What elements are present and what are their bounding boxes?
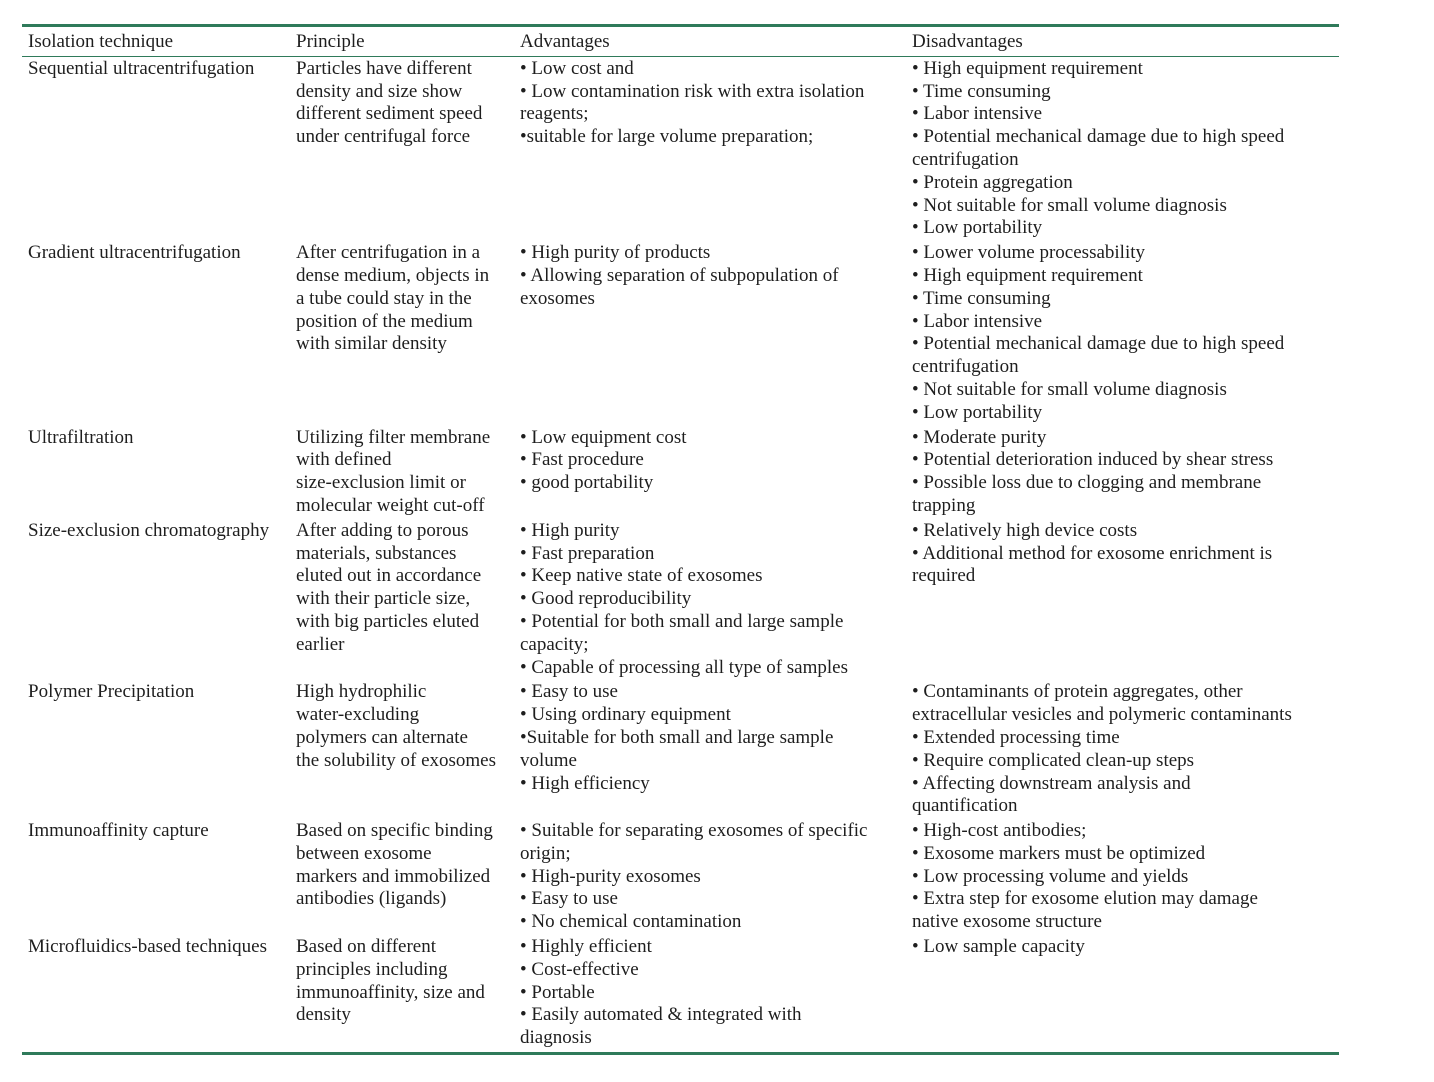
principle-line: Particles have different (296, 57, 472, 79)
advantages-line: • Keep native state of exosomes (520, 565, 763, 587)
principle-line: antibodies (ligands) (296, 888, 447, 910)
advantages-cell (514, 57, 906, 242)
principle-line: density (296, 1004, 351, 1026)
table-row (22, 820, 1339, 936)
principle-line: markers and immobilized (296, 865, 491, 887)
advantages-line: diagnosis (520, 1027, 592, 1049)
disadvantages-line: • Low portability (912, 217, 1043, 239)
disadvantages-line: • Contaminants of protein aggregates, other (912, 681, 1243, 703)
principle-line: under centrifugal force (296, 126, 471, 148)
comparison-table-container (22, 24, 1339, 1055)
disadvantages-cell (906, 427, 1339, 520)
principle-line: Based on different (296, 936, 436, 958)
disadvantages-line: • Relatively high device costs (912, 519, 1138, 541)
technique-name: Gradient ultracentrifugation (28, 242, 241, 264)
disadvantages-line: • Labor intensive (912, 310, 1043, 332)
disadvantages-line: • Extra step for exosome elution may damage (912, 888, 1258, 910)
advantages-line: • High-purity exosomes (520, 865, 701, 887)
principle-line: water-excluding (296, 704, 420, 726)
principle-line: the solubility of exosomes (296, 749, 497, 771)
header-disadvantages: Disadvantages (912, 31, 1023, 52)
disadvantages-line: native exosome structure (912, 911, 1102, 933)
disadvantages-line: extracellular vesicles and polymeric contaminants (912, 704, 1292, 726)
principle-line: dense medium, objects in (296, 264, 490, 286)
technique-name: Ultrafiltration (28, 426, 134, 448)
principle-line: different sediment speed (296, 103, 483, 125)
table-row (22, 427, 1339, 520)
technique-cell (22, 820, 290, 936)
advantages-line: • Capable of processing all type of samples (520, 656, 848, 678)
principle-line: size-exclusion limit or (296, 472, 466, 494)
principle-cell (290, 820, 514, 936)
disadvantages-line: centrifugation (912, 356, 1019, 378)
principle-cell (290, 936, 514, 1052)
disadvantages-line: • Low sample capacity (912, 936, 1085, 958)
disadvantages-line: • Time consuming (912, 80, 1051, 102)
disadvantages-line: • Potential deterioration induced by shear stress (912, 449, 1274, 471)
technique-name: Immunoaffinity capture (28, 820, 209, 842)
advantages-line: reagents; (520, 103, 589, 125)
disadvantages-line: • Protein aggregation (912, 171, 1073, 193)
advantages-line: • Highly efficient (520, 936, 652, 958)
principle-line: High hydrophilic (296, 681, 427, 703)
technique-name: Size-exclusion chromatography (28, 519, 270, 541)
disadvantages-line: quantification (912, 795, 1018, 817)
advantages-cell (514, 936, 906, 1052)
advantages-line: • Low cost and (520, 57, 634, 79)
disadvantages-line: • Low portability (912, 401, 1043, 423)
header-principle: Principle (296, 31, 365, 52)
technique-name: Microfluidics-based techniques (28, 936, 268, 958)
advantages-line: • High purity of products (520, 242, 711, 264)
disadvantages-line: • Potential mechanical damage due to high speed (912, 333, 1285, 355)
disadvantages-line: • Additional method for exosome enrichment is (912, 542, 1273, 564)
principle-line: immunoaffinity, size and (296, 981, 485, 1003)
advantages-line: origin; (520, 842, 571, 864)
advantages-line: • Good reproducibility (520, 588, 692, 610)
advantages-line: • High efficiency (520, 772, 650, 794)
table-header (22, 27, 1339, 56)
principle-cell (290, 520, 514, 682)
technique-cell (22, 936, 290, 1052)
advantages-line: • Easy to use (520, 681, 618, 703)
header-isolation-technique: Isolation technique (28, 31, 174, 52)
principle-line: position of the medium (296, 310, 473, 332)
advantages-cell (514, 520, 906, 682)
disadvantages-line: centrifugation (912, 148, 1019, 170)
technique-cell (22, 520, 290, 682)
table-row (22, 57, 1339, 242)
technique-name: Polymer Precipitation (28, 681, 195, 703)
principle-line: Based on specific binding (296, 820, 493, 842)
advantages-line: • Potential for both small and large sample (520, 610, 844, 632)
disadvantages-cell (906, 520, 1339, 682)
table-body (22, 57, 1339, 1052)
advantages-line: capacity; (520, 633, 589, 655)
isolation-techniques-table (22, 27, 1339, 56)
advantages-line: • Cost-effective (520, 958, 639, 980)
table-row (22, 520, 1339, 682)
advantages-line: volume (520, 749, 577, 771)
principle-line: eluted out in accordance (296, 565, 482, 587)
principle-cell (290, 427, 514, 520)
advantages-cell (514, 681, 906, 820)
principle-line: principles including (296, 958, 448, 980)
principle-line: with similar density (296, 333, 447, 355)
disadvantages-line: • Potential mechanical damage due to high speed (912, 126, 1285, 148)
advantages-cell (514, 242, 906, 426)
principle-line: a tube could stay in the (296, 287, 472, 309)
disadvantages-line: • Possible loss due to clogging and membrane (912, 472, 1262, 494)
technique-cell (22, 427, 290, 520)
disadvantages-line: required (912, 565, 976, 587)
disadvantages-line: • High equipment requirement (912, 57, 1143, 79)
disadvantages-line: • Not suitable for small volume diagnosis (912, 194, 1227, 216)
table-row (22, 681, 1339, 820)
isolation-techniques-table-body (22, 57, 1339, 1052)
advantages-line: • Suitable for separating exosomes of specific (520, 820, 868, 842)
principle-line: After centrifugation in a (296, 242, 481, 264)
header-row (22, 27, 1339, 56)
advantages-line: • Portable (520, 981, 595, 1003)
disadvantages-line: • Lower volume processability (912, 242, 1146, 264)
principle-cell (290, 242, 514, 426)
advantages-line: • Fast preparation (520, 542, 655, 564)
disadvantages-line: • Extended processing time (912, 726, 1120, 748)
table-row (22, 242, 1339, 426)
principle-line: After adding to porous (296, 519, 469, 541)
advantages-cell (514, 427, 906, 520)
advantages-line: • No chemical contamination (520, 911, 742, 933)
principle-line: density and size show (296, 80, 463, 102)
disadvantages-line: • High equipment requirement (912, 264, 1143, 286)
principle-line: with defined (296, 449, 392, 471)
advantages-line: • good portability (520, 472, 654, 494)
technique-name: Sequential ultracentrifugation (28, 57, 255, 79)
advantages-line: • High purity (520, 519, 620, 541)
principle-cell (290, 681, 514, 820)
technique-cell (22, 681, 290, 820)
technique-cell (22, 242, 290, 426)
advantages-line: •Suitable for both small and large sample (520, 726, 834, 748)
disadvantages-cell (906, 936, 1339, 1052)
principle-line: materials, substances (296, 542, 457, 564)
disadvantages-line: • High-cost antibodies; (912, 820, 1087, 842)
disadvantages-cell (906, 242, 1339, 426)
advantages-line: • Low contamination risk with extra isolation (520, 80, 865, 102)
principle-line: with big particles eluted (296, 610, 480, 632)
technique-cell (22, 57, 290, 242)
table-row (22, 936, 1339, 1052)
disadvantages-cell (906, 57, 1339, 242)
disadvantages-line: • Affecting downstream analysis and (912, 772, 1191, 794)
disadvantages-line: • Labor intensive (912, 103, 1043, 125)
disadvantages-line: • Low processing volume and yields (912, 865, 1189, 887)
advantages-line: • Using ordinary equipment (520, 704, 731, 726)
disadvantages-line: • Time consuming (912, 287, 1051, 309)
advantages-line: exosomes (520, 287, 595, 309)
disadvantages-line: • Moderate purity (912, 426, 1047, 448)
advantages-line: • Allowing separation of subpopulation of (520, 264, 839, 286)
advantages-line: •suitable for large volume preparation; (520, 126, 814, 148)
table-bottom-rule (22, 1052, 1339, 1055)
advantages-line: • Easy to use (520, 888, 618, 910)
disadvantages-cell (906, 820, 1339, 936)
principle-line: polymers can alternate (296, 726, 468, 748)
disadvantages-cell (906, 681, 1339, 820)
principle-line: molecular weight cut-off (296, 494, 485, 516)
principle-line: with their particle size, (296, 588, 471, 610)
disadvantages-line: trapping (912, 494, 976, 516)
advantages-cell (514, 820, 906, 936)
principle-cell (290, 57, 514, 242)
disadvantages-line: • Exosome markers must be optimized (912, 842, 1206, 864)
principle-line: Utilizing filter membrane (296, 426, 491, 448)
header-advantages: Advantages (520, 31, 610, 52)
advantages-line: • Low equipment cost (520, 426, 687, 448)
disadvantages-line: • Not suitable for small volume diagnosis (912, 378, 1227, 400)
advantages-line: • Easily automated & integrated with (520, 1004, 802, 1026)
advantages-line: • Fast procedure (520, 449, 644, 471)
principle-line: earlier (296, 633, 345, 655)
principle-line: between exosome (296, 842, 432, 864)
disadvantages-line: • Require complicated clean-up steps (912, 749, 1195, 771)
